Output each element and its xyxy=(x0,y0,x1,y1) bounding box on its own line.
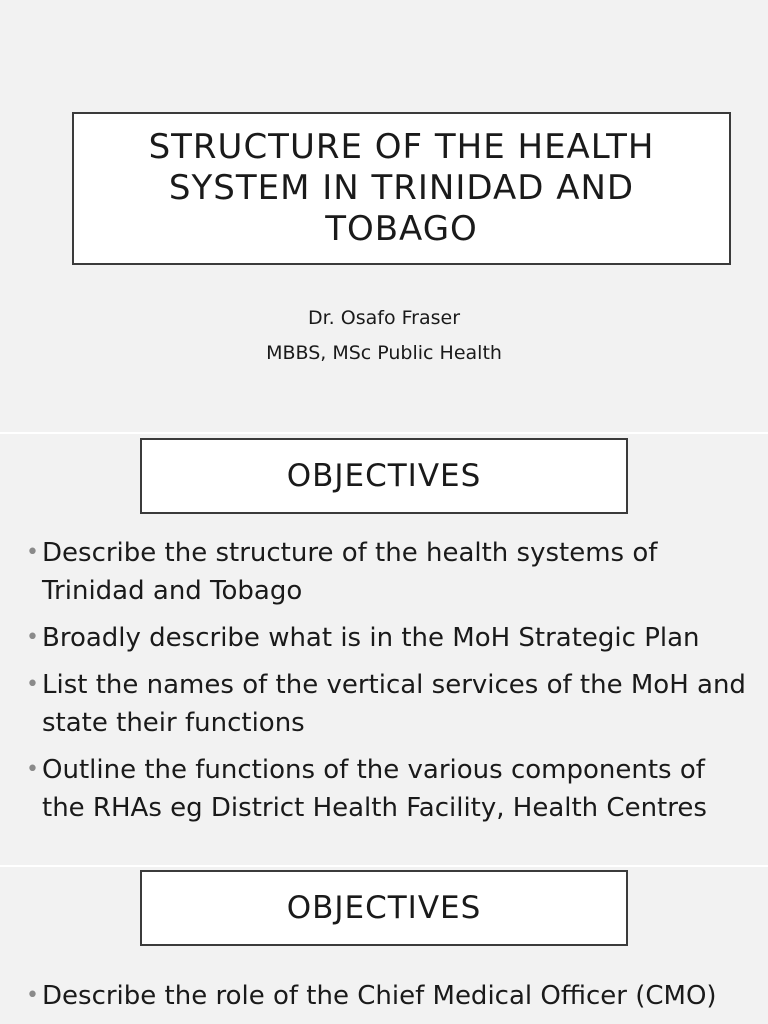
bullet-icon: • xyxy=(26,625,39,650)
slide-title: OBJECTIVES xyxy=(286,890,482,926)
bullet-icon: • xyxy=(26,540,39,565)
slide-title-box xyxy=(140,438,628,514)
list-item-text: Broadly describe what is in the MoH Strategic Plan xyxy=(42,623,700,653)
objectives-list xyxy=(24,534,748,836)
objectives-slide-2 xyxy=(0,867,768,1024)
slide-title-box xyxy=(140,870,628,946)
title-slide xyxy=(0,0,768,432)
bullet-icon: • xyxy=(26,672,39,697)
list-item-text: Describe the role of the Chief Medical Officer (CMO) xyxy=(42,981,717,1011)
author-credentials: MBBS, MSc Public Health xyxy=(266,342,502,364)
author-name: Dr. Osafo Fraser xyxy=(307,307,461,329)
objectives-list xyxy=(24,977,748,1024)
bullet-icon: • xyxy=(26,757,39,782)
list-item xyxy=(24,751,748,827)
bullet-icon: • xyxy=(26,983,39,1008)
slide-title: OBJECTIVES xyxy=(286,458,482,494)
list-item-text: Outline the functions of the various components of the RHAs eg District Health Facility, Health Centres xyxy=(42,755,707,823)
list-item xyxy=(24,619,748,657)
list-item xyxy=(24,666,748,742)
title-box xyxy=(72,112,731,265)
list-item xyxy=(24,534,748,610)
list-item xyxy=(24,977,748,1015)
list-item-text: List the names of the vertical services of the MoH and state their functions xyxy=(42,670,746,738)
objectives-slide-1 xyxy=(0,434,768,865)
presentation-title: STRUCTURE OF THE HEALTH SYSTEM IN TRINIDAD AND TOBAGO xyxy=(148,127,655,249)
list-item-text: Describe the structure of the health systems of Trinidad and Tobago xyxy=(42,538,658,606)
